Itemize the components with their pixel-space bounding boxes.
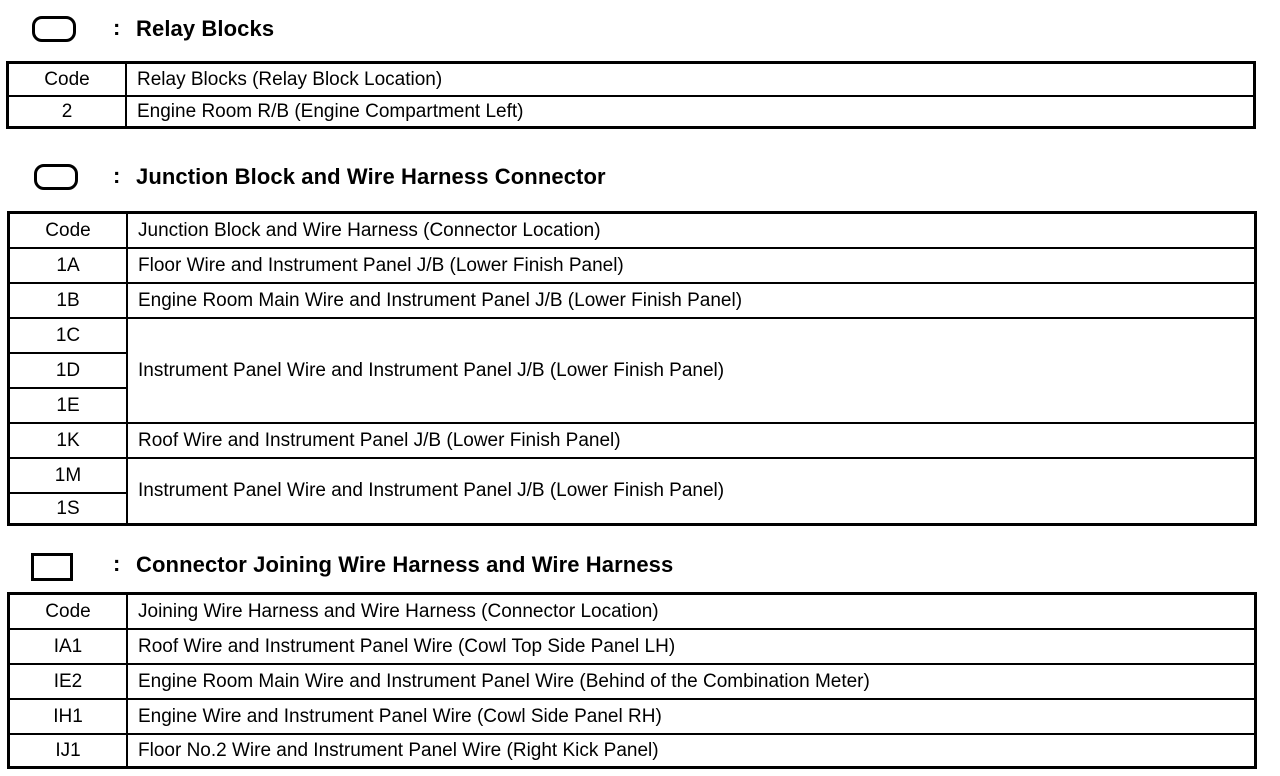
desc-cell: Floor No.2 Wire and Instrument Panel Wire (Right Kick Panel) — [127, 734, 1256, 768]
table-row — [9, 664, 1256, 699]
desc-cell: Floor Wire and Instrument Panel J/B (Lower Finish Panel) — [127, 248, 1256, 283]
code-cell: 1B — [9, 283, 128, 318]
code-cell: 1C — [9, 318, 128, 353]
heading-colon: : — [113, 15, 121, 40]
table-row — [9, 423, 1256, 458]
desc-header: Joining Wire Harness and Wire Harness (Connector Location) — [127, 594, 1256, 629]
table-row — [9, 458, 1256, 493]
junction-block-table — [7, 211, 1257, 526]
table-row — [8, 96, 1255, 128]
junction-block-symbol-icon — [34, 164, 78, 190]
desc-cell: Engine Room Main Wire and Instrument Panel J/B (Lower Finish Panel) — [127, 283, 1256, 318]
table-header-row — [9, 213, 1256, 248]
relay-blocks-table — [6, 61, 1256, 129]
code-cell: IA1 — [9, 629, 128, 664]
table-header-row — [9, 594, 1256, 629]
code-cell: IH1 — [9, 699, 128, 734]
desc-cell: Roof Wire and Instrument Panel J/B (Lower Finish Panel) — [127, 423, 1256, 458]
desc-header: Junction Block and Wire Harness (Connector Location) — [127, 213, 1256, 248]
desc-cell-merged: Instrument Panel Wire and Instrument Panel J/B (Lower Finish Panel) — [127, 458, 1256, 525]
code-header: Code — [9, 213, 128, 248]
table-row — [9, 734, 1256, 768]
desc-header: Relay Blocks (Relay Block Location) — [126, 63, 1255, 96]
code-cell: IE2 — [9, 664, 128, 699]
code-cell: 1A — [9, 248, 128, 283]
relay-blocks-heading — [0, 10, 1280, 50]
desc-cell-merged: Instrument Panel Wire and Instrument Panel J/B (Lower Finish Panel) — [127, 318, 1256, 423]
code-cell: 1D — [9, 353, 128, 388]
code-cell: 1E — [9, 388, 128, 423]
section-title: Connector Joining Wire Harness and Wire Harness — [136, 552, 674, 577]
section-title: Junction Block and Wire Harness Connector — [136, 164, 606, 189]
heading-colon: : — [113, 551, 121, 576]
joining-connector-heading — [0, 546, 1280, 586]
code-cell: 1K — [9, 423, 128, 458]
desc-cell: Engine Room R/B (Engine Compartment Left) — [126, 96, 1255, 128]
joining-connector-table — [7, 592, 1257, 769]
relay-block-symbol-icon — [32, 16, 76, 42]
desc-cell: Engine Wire and Instrument Panel Wire (Cowl Side Panel RH) — [127, 699, 1256, 734]
desc-cell: Engine Room Main Wire and Instrument Panel Wire (Behind of the Combination Meter) — [127, 664, 1256, 699]
code-cell: IJ1 — [9, 734, 128, 768]
heading-colon: : — [113, 163, 121, 188]
desc-cell: Roof Wire and Instrument Panel Wire (Cowl Top Side Panel LH) — [127, 629, 1256, 664]
table-row — [9, 283, 1256, 318]
table-header-row — [8, 63, 1255, 96]
joining-connector-symbol-icon — [31, 553, 73, 581]
code-cell: 1M — [9, 458, 128, 493]
table-row — [9, 318, 1256, 353]
code-header: Code — [9, 594, 128, 629]
section-title: Relay Blocks — [136, 16, 275, 41]
code-cell: 1S — [9, 493, 128, 525]
code-header: Code — [8, 63, 127, 96]
table-row — [9, 629, 1256, 664]
table-row — [9, 248, 1256, 283]
junction-block-heading — [0, 158, 1280, 198]
table-row — [9, 699, 1256, 734]
code-cell: 2 — [8, 96, 127, 128]
